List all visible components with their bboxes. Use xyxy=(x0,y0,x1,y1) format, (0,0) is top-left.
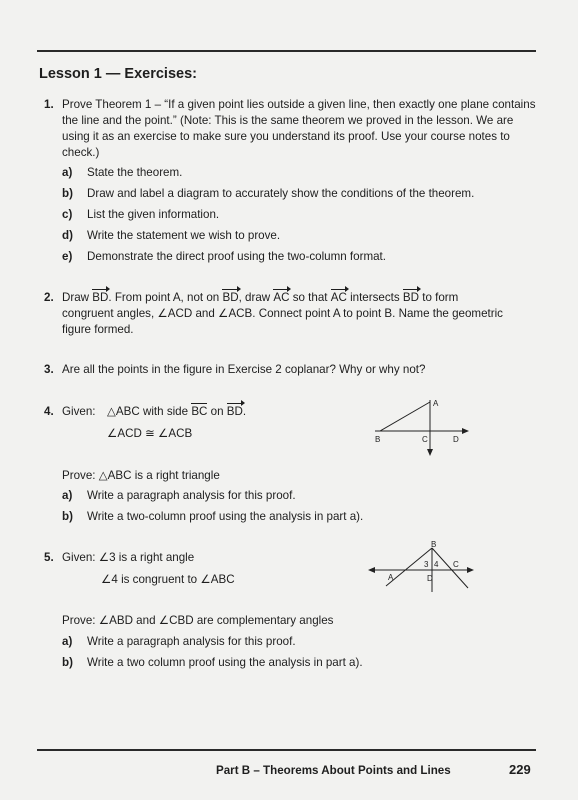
ex4-text: on xyxy=(207,405,227,418)
label-d: D xyxy=(453,435,459,444)
page-number: 229 xyxy=(509,762,531,777)
exercise-1b-label: b) xyxy=(62,187,73,200)
exercise-1c-label: c) xyxy=(62,208,73,221)
angle-4-label: 4 xyxy=(434,560,439,569)
label-b: B xyxy=(375,435,381,444)
exercise-1d-label: d) xyxy=(62,229,73,242)
ex2-text: Draw xyxy=(62,291,93,304)
ray-bd: BD xyxy=(402,291,420,304)
exercise-1e-label: e) xyxy=(62,250,73,263)
footer-section-title: Part B – Theorems About Points and Lines xyxy=(216,764,451,777)
label-d: D xyxy=(427,574,433,583)
angle-3-label: 3 xyxy=(424,560,429,569)
exercise-2-number: 2. xyxy=(44,291,54,304)
exercise-5-given-2: ∠4 is congruent to ∠ABC xyxy=(101,573,235,586)
ray-bd: BD xyxy=(92,291,109,304)
exercise-1c-text: List the given information. xyxy=(87,208,220,221)
exercise-4-given-2: ∠ACD ≅ ∠ACB xyxy=(107,427,193,440)
exercise-4b-label: b) xyxy=(62,510,73,523)
ex2-text: so that xyxy=(289,291,331,304)
exercise-1d-text: Write the statement we wish to prove. xyxy=(87,229,281,242)
ex4-text: △ABC with side xyxy=(107,405,192,418)
exercise-1a-text: State the theorem. xyxy=(87,166,183,179)
exercise-3-number: 3. xyxy=(44,363,54,376)
arrowhead-c xyxy=(427,449,433,456)
arrowhead-right xyxy=(467,567,474,573)
segment-bc: BC xyxy=(191,405,208,418)
exercise-4-given-1 xyxy=(107,404,246,420)
segment-ab xyxy=(380,402,430,431)
lesson-title: Lesson 1 — Exercises: xyxy=(39,66,197,82)
exercise-5-prove: Prove: ∠ABD and ∠CBD are complementary angles xyxy=(62,614,334,627)
ray-bd: BD xyxy=(222,291,239,304)
exercise-2-line-3: figure formed. xyxy=(62,323,134,336)
ray-ac: AC xyxy=(330,291,347,304)
exercise-5a-label: a) xyxy=(62,635,73,648)
exercise-1e-text: Demonstrate the direct proof using the two-column format. xyxy=(87,250,386,263)
exercise-1-text: Prove Theorem 1 – “If a given point lies outside a given line, then exactly one plane contains the line and the point.” (Note: This is the same theorem we proved in the lesson. We are using it as an exercise to make sure you understand its proof. Use your course notes to check.) xyxy=(62,98,536,159)
ex2-text: to form xyxy=(419,291,459,304)
exercise-4a-label: a) xyxy=(62,489,73,502)
exercise-5-number: 5. xyxy=(44,551,54,564)
ex2-text: intersects xyxy=(346,291,403,304)
label-a: A xyxy=(433,399,439,408)
exercise-5a-text: Write a paragraph analysis for this proof. xyxy=(87,635,296,648)
exercise-4a-text: Write a paragraph analysis for this proof. xyxy=(87,489,296,502)
ex2-text: . From point A, not on xyxy=(108,291,223,304)
exercise-5-figure xyxy=(364,538,484,600)
exercise-4-prove: Prove: △ABC is a right triangle xyxy=(62,469,220,482)
top-rule xyxy=(37,50,536,52)
ex4-text: . xyxy=(242,405,247,418)
exercise-4-number: 4. xyxy=(44,405,54,418)
label-a: A xyxy=(388,573,394,582)
exercise-5b-label: b) xyxy=(62,656,73,669)
exercise-4-given-label: Given: xyxy=(62,405,96,418)
ray-bd: BD xyxy=(226,405,243,418)
ex2-text: , draw xyxy=(238,291,274,304)
exercise-5-given-1: Given: ∠3 is a right angle xyxy=(62,551,195,564)
exercise-3-text: Are all the points in the figure in Exercise 2 coplanar? Why or why not? xyxy=(62,363,426,376)
exercise-1b-text: Draw and label a diagram to accurately show the conditions of the theorem. xyxy=(87,187,475,200)
exercise-1a-label: a) xyxy=(62,166,73,179)
arrowhead-d xyxy=(462,428,469,434)
bottom-rule xyxy=(37,749,536,751)
exercise-4-figure xyxy=(370,394,480,462)
label-c: C xyxy=(422,435,428,444)
exercise-2-line-2: congruent angles, ∠ACD and ∠ACB. Connect point A to point B. Name the geometric xyxy=(62,307,503,320)
label-b: B xyxy=(431,540,437,549)
exercise-1-number: 1. xyxy=(44,98,54,111)
exercise-2-line-1 xyxy=(62,290,458,306)
exercise-4b-text: Write a two-column proof using the analysis in part a). xyxy=(87,510,364,523)
label-c: C xyxy=(453,560,459,569)
exercise-5b-text: Write a two column proof using the analysis in part a). xyxy=(87,656,363,669)
arrowhead-left xyxy=(368,567,375,573)
ray-ac: AC xyxy=(273,291,290,304)
